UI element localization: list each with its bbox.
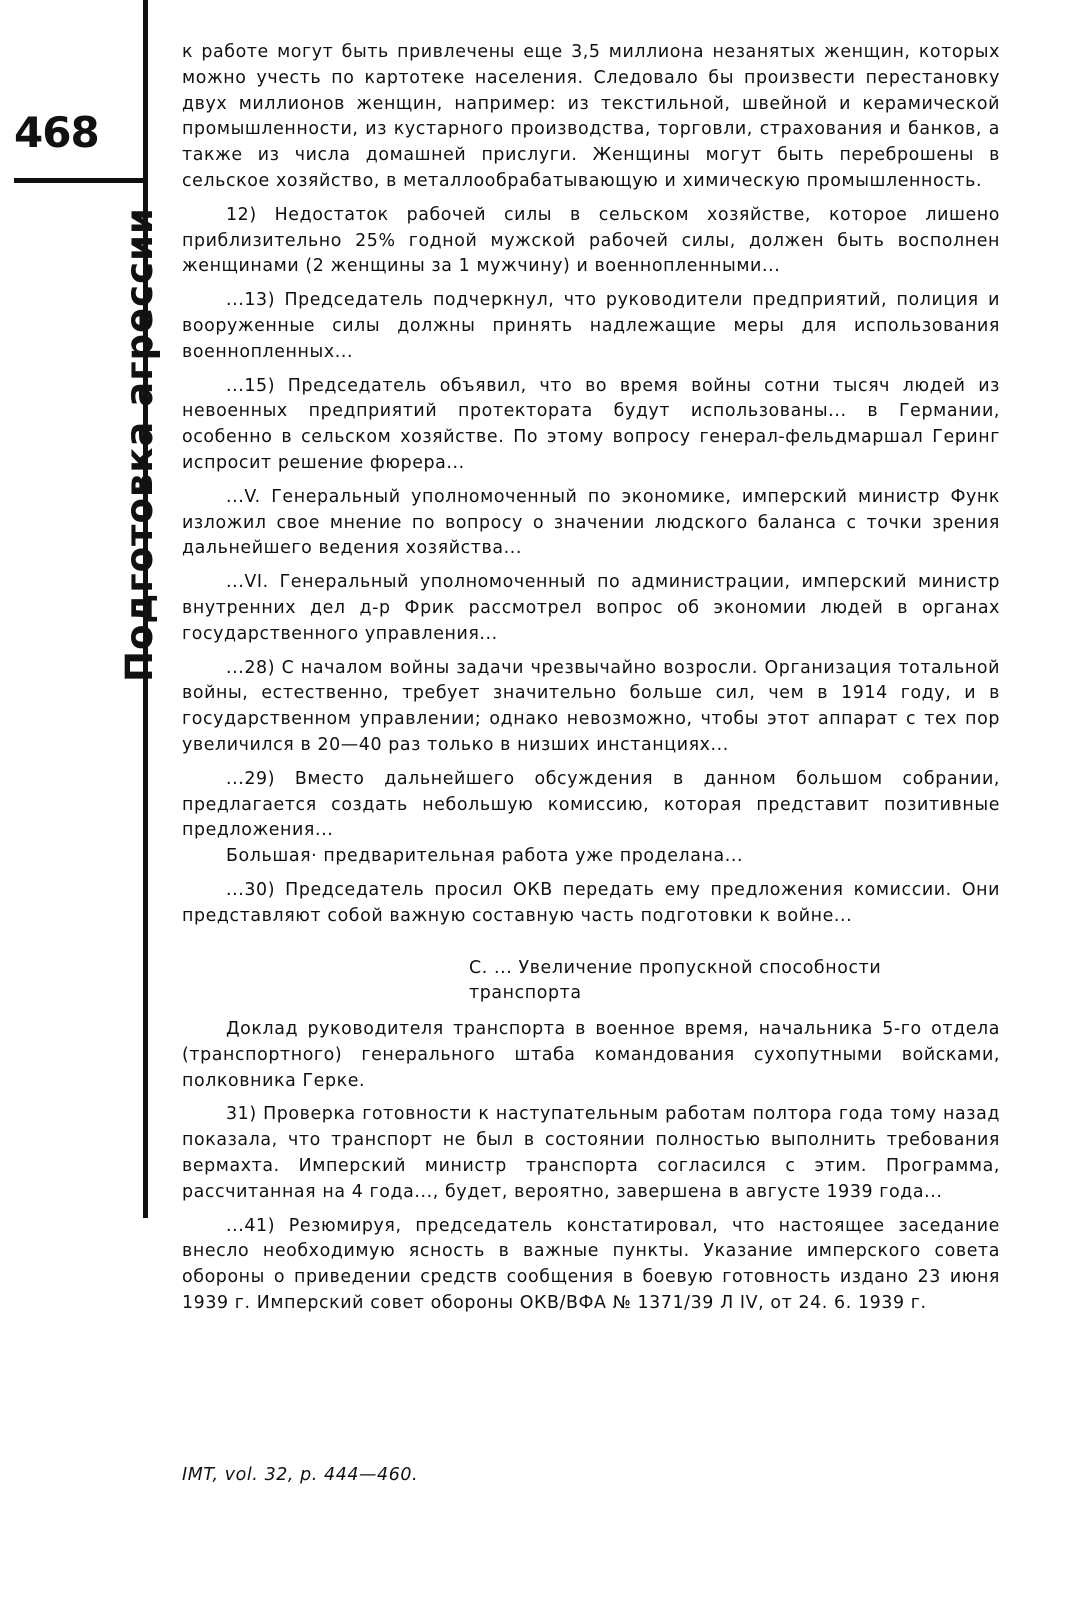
source-note: IMT, vol. 32, p. 444—460. <box>182 1465 419 1485</box>
page-body <box>182 40 1000 1325</box>
paragraph: Большая· предварительная работа уже проделана... <box>226 846 744 867</box>
paragraph: ...30) Председатель просил ОКВ передать ему предложения комиссии. Они представляют собой важную составную часть подготовки к войне... <box>182 879 1000 926</box>
section-heading: С. ... Увеличение пропускной способности транспорта <box>469 957 882 1004</box>
paragraph: ...29) Вместо дальнейшего обсуждения в данном большом собрании, предлагается создать небольшую комиссию, которая представит позитивные предложения... <box>182 768 1000 841</box>
page-number: 468 <box>14 108 99 157</box>
paragraph: ...13) Председатель подчеркнул, что руководители предприятий, полиция и вооруженные силы должны принять надлежащие меры для использования военнопленных... <box>182 290 1000 362</box>
page-number-rule <box>14 178 146 183</box>
paragraph: к работе могут быть привлечены еще 3,5 миллиона незанятых женщин, которых можно учесть по картотеке населения. Следовало бы произвести перестановку двух миллионов женщин, например: из текстильной, швейной и керамической промышленности, из кустарного производства, торговли, страхования и банков, а также из числа домашней прислуги. Женщины могут быть переброшены в сельское хозяйство, в металлообрабатывающую и химическую промышленность. <box>182 42 1000 191</box>
paragraph: ...V. Генеральный уполномоченный по экономике, имперский министр Функ изложил свое мнение по вопросу о значении людского баланса с точки зрения дальнейшего ведения хозяйства... <box>182 486 1000 559</box>
paragraph: Доклад руководителя транспорта в военное время, начальника 5-го отдела (транспортного) генерального штаба командования сухопутными войсками, полковника Герке. <box>182 1019 1000 1091</box>
running-head <box>78 192 161 682</box>
paragraph: ...28) С началом войны задачи чрезвычайно возросли. Организация тотальной войны, естественно, требует значительно больше сил, чем в 1914 году, и в государственном управлении; однако невозможно, чтобы этот аппарат с тех пор увеличился в 20—40 раз только в низших инстанциях... <box>182 657 1000 755</box>
paragraph: ...41) Резюмируя, председатель констатировал, что настоящее заседание внесло необходимую ясность в важные пункты. Указание имперского совета обороны о приведении средств сообщения в боевую готовность издано 23 июня 1939 г. Имперский совет обороны ОКВ/ВФА № 1371/39 Л IV, от 24. 6. 1939 г. <box>182 1215 1000 1314</box>
paragraph: 31) Проверка готовности к наступательным работам полтора года тому назад показала, что транспорт не был в состоянии полностью выполнить требования вермахта. Имперский министр транспорта согласился с этим. Программа, рассчитанная на 4 года..., будет, вероятно, завершена в августе 1939 года... <box>182 1104 1000 1202</box>
paragraph: 12) Недостаток рабочей силы в сельском хозяйстве, которое лишено приблизительно 25% годной мужской рабочей силы, должен быть восполнен женщинами (2 женщины за 1 мужчину) и военнопленными... <box>182 204 1000 277</box>
running-head-text: Подготовка агрессии <box>118 207 161 682</box>
paragraph: ...VI. Генеральный уполномоченный по администрации, имперский министр внутренних дел д-р Фрик рассмотрел вопрос об экономии людей в органах государственного управления... <box>182 572 1000 644</box>
paragraph: ...15) Председатель объявил, что во время войны сотни тысяч людей из невоенных предприятий протектората будут использованы... в Германии, особенно в сельском хозяйстве. По этому вопросу генерал-фельдмаршал Геринг испросит решение фюрера... <box>182 375 1000 473</box>
